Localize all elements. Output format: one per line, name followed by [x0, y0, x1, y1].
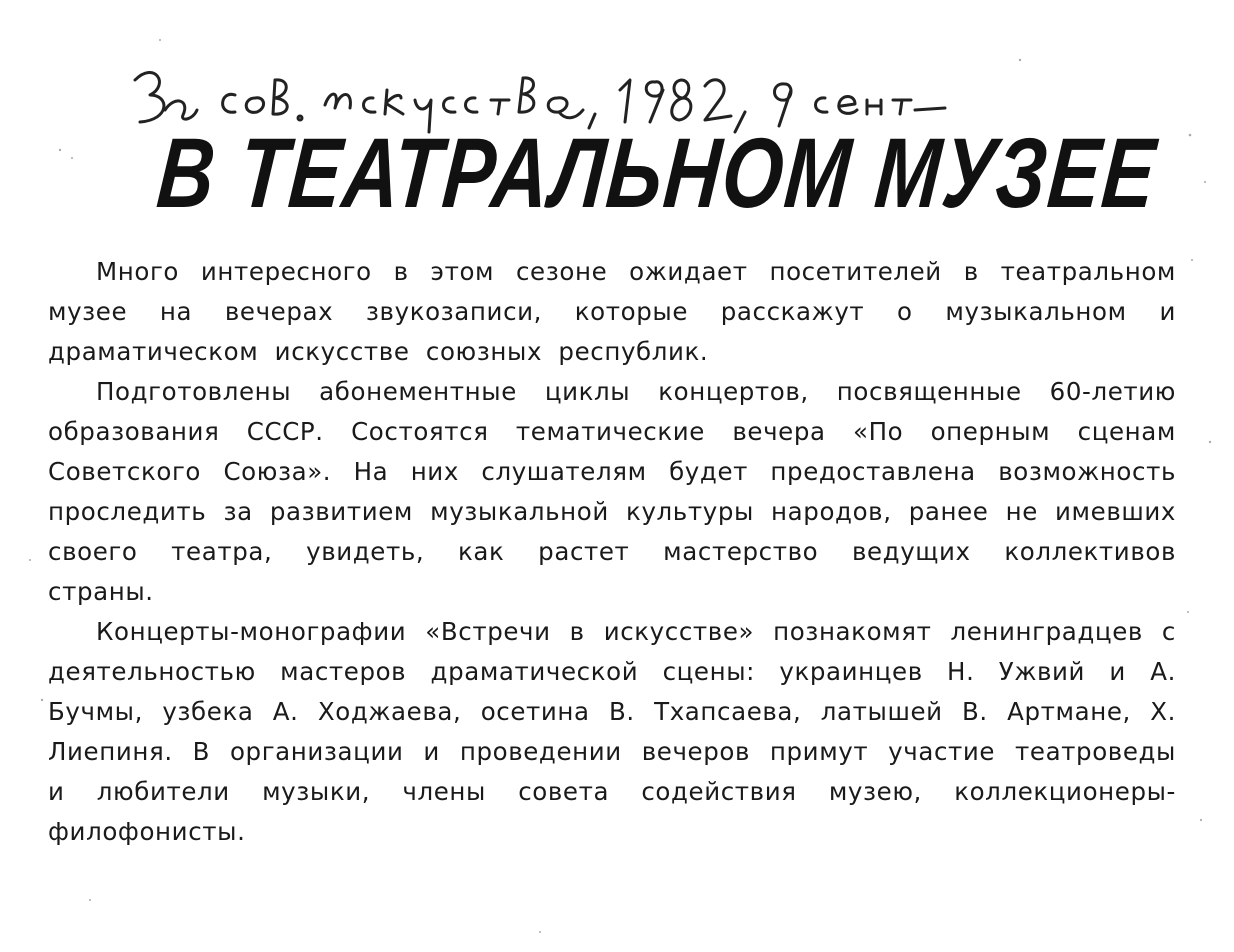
paragraph-1: Много интересного в этом сезоне ожидает посетителей в театральном музее на вечерах звукозаписи, которые расскажут о музыкальном и драматическом искусстве союзных республик. [48, 257, 1176, 366]
paragraph-2: Подготовлены абонементные циклы концертов, посвященные 60-летию образования СССР. Состоятся тематические вечера «По оперным сценам Советского Союза». На них слушателям будет предоставлена возможность проследить за развитием музыкальной культуры народов, ранее не имевших своего театра, увидеть, как растет мастерство ведущих коллективов страны. [48, 377, 1176, 606]
headline: В ТЕАТРАЛЬНОМ МУЗЕЕ [153, 117, 1161, 229]
article-body [48, 252, 1176, 852]
paragraph-3: Концерты-монографии «Встречи в искусстве» познакомят ленинградцев с деятельностью мастеров драматической сцены: украинцев Н. Ужвий и А. Бучмы, узбека А. Ходжаева, осетина В. Тхапсаева, латышей В. Артмане, Х. Лиепиня. В организации и проведении вечеров примут участие театроведы и любители музыки, члены совета содействия музею, коллекционеры-филофонисты. [48, 617, 1176, 846]
